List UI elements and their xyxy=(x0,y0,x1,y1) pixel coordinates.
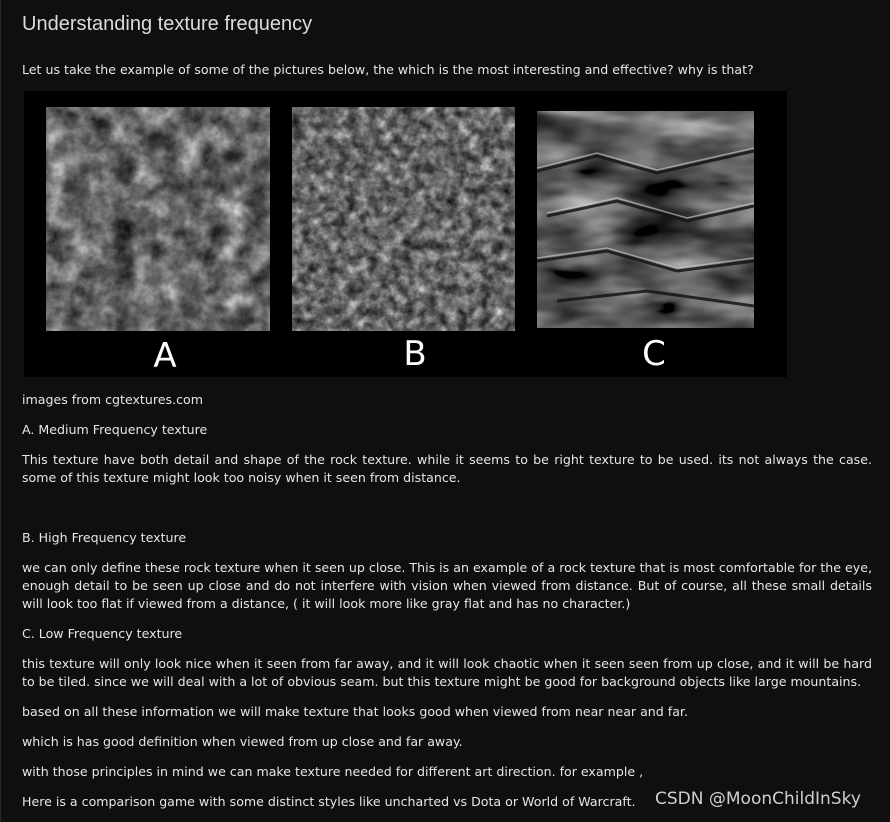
intro-paragraph: Let us take the example of some of the pictures below, the which is the most interesting and effective? why is that? xyxy=(22,62,754,77)
texture-label-a: A xyxy=(153,336,177,376)
article-title: Understanding texture frequency xyxy=(22,13,313,35)
texture-label-c: C xyxy=(642,334,666,374)
section-a-heading: A. Medium Frequency texture xyxy=(22,422,208,437)
texture-image-a xyxy=(46,107,270,331)
watermark: CSDN @MoonChildInSky xyxy=(655,789,861,809)
section-a-body: This texture have both detail and shape of the rock texture. while it seems to be right texture to be used. its not always the case. some of this texture might look too noisy when it seen from distance. xyxy=(22,452,872,485)
texture-label-b: B xyxy=(403,334,427,374)
texture-comparison-figure xyxy=(24,91,787,377)
closing-paragraph-3: with those principles in mind we can make texture needed for different art direction. for example , xyxy=(22,764,644,779)
image-credit: images from cgtextures.com xyxy=(22,392,203,407)
closing-paragraph-4: Here is a comparison game with some distinct styles like uncharted vs Dota or World of Warcraft. xyxy=(22,794,636,809)
texture-image-c xyxy=(537,111,754,328)
closing-paragraph-2: which is has good definition when viewed from up close and far away. xyxy=(22,734,463,749)
section-c-heading: C. Low Frequency texture xyxy=(22,626,183,641)
section-c-body: this texture will only look nice when it seen from far away, and it will look chaotic when it seen seen from up close, and it will be hard to be tiled. since we will deal with a lot of obvious seam. but this texture might be good for background objects like large mountains. xyxy=(22,656,872,689)
texture-image-b xyxy=(292,107,515,331)
section-b-heading: B. High Frequency texture xyxy=(22,530,187,545)
closing-paragraph-1: based on all these information we will make texture that looks good when viewed from near near and far. xyxy=(22,704,688,719)
section-b-body: we can only define these rock texture when it seen up close. This is an example of a rock texture that is most comfortable for the eye, enough detail to be seen up close and do not interfere with vision when viewed from distance. But of course, all these small details will look too flat if viewed from a distance, ( it will look more like gray flat and has no character.) xyxy=(22,560,872,611)
